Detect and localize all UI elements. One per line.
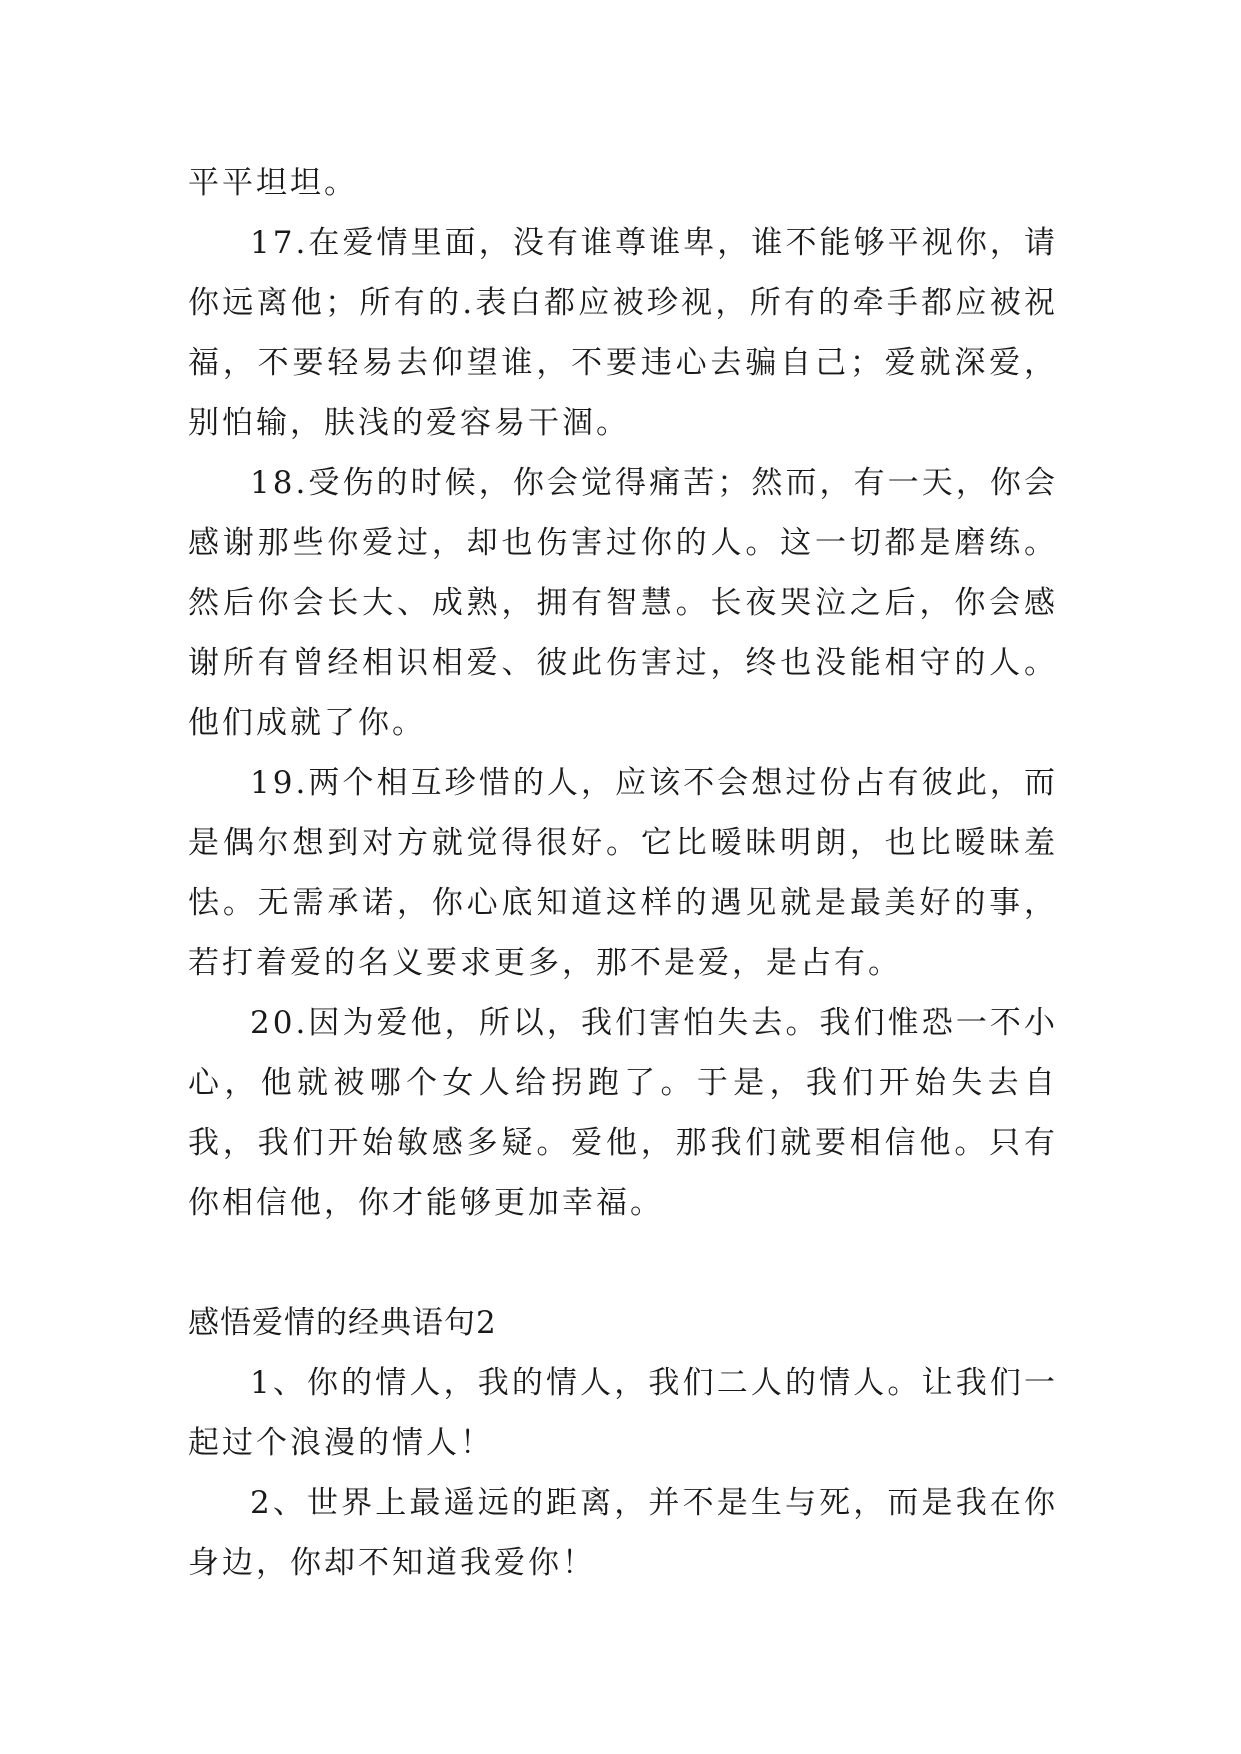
document-body <box>188 153 1058 1593</box>
paragraph-18: 18.受伤的时候，你会觉得痛苦；然而，有一天，你会感谢那些你爱过，却也伤害过你的人。这一切都是磨练。然后你会长大、成熟，拥有智慧。长夜哭泣之后，你会感谢所有曾经相识相爱、彼此伤害过，终也没能相守的人。他们成就了你。 <box>188 465 1058 741</box>
paragraph-20: 20.因为爱他，所以，我们害怕失去。我们惟恐一不小心，他就被哪个女人给拐跑了。于是，我们开始失去自我，我们开始敏感多疑。爱他，那我们就要相信他。只有你相信他，你才能够更加幸福。 <box>188 1005 1058 1221</box>
section-title: 感悟爱情的经典语句2 <box>188 1305 497 1341</box>
continuation-text: 平平坦坦。 <box>188 165 358 201</box>
paragraph-1: 1、你的情人，我的情人，我们二人的情人。让我们一起过个浪漫的情人！ <box>188 1365 1058 1461</box>
paragraph-17: 17.在爱情里面，没有谁尊谁卑，谁不能够平视你，请你远离他；所有的.表白都应被珍视，所有的牵手都应被祝福，不要轻易去仰望谁，不要违心去骗自己；爱就深爱，别怕输，肤浅的爱容易干涸。 <box>188 225 1058 441</box>
paragraph-2: 2、世界上最遥远的距离，并不是生与死，而是我在你身边，你却不知道我爱你！ <box>188 1485 1058 1581</box>
paragraph-19: 19.两个相互珍惜的人，应该不会想过份占有彼此，而是偶尔想到对方就觉得很好。它比暧昧明朗，也比暧昧羞怯。无需承诺，你心底知道这样的遇见就是最美好的事，若打着爱的名义要求更多，那不是爱，是占有。 <box>188 765 1058 981</box>
